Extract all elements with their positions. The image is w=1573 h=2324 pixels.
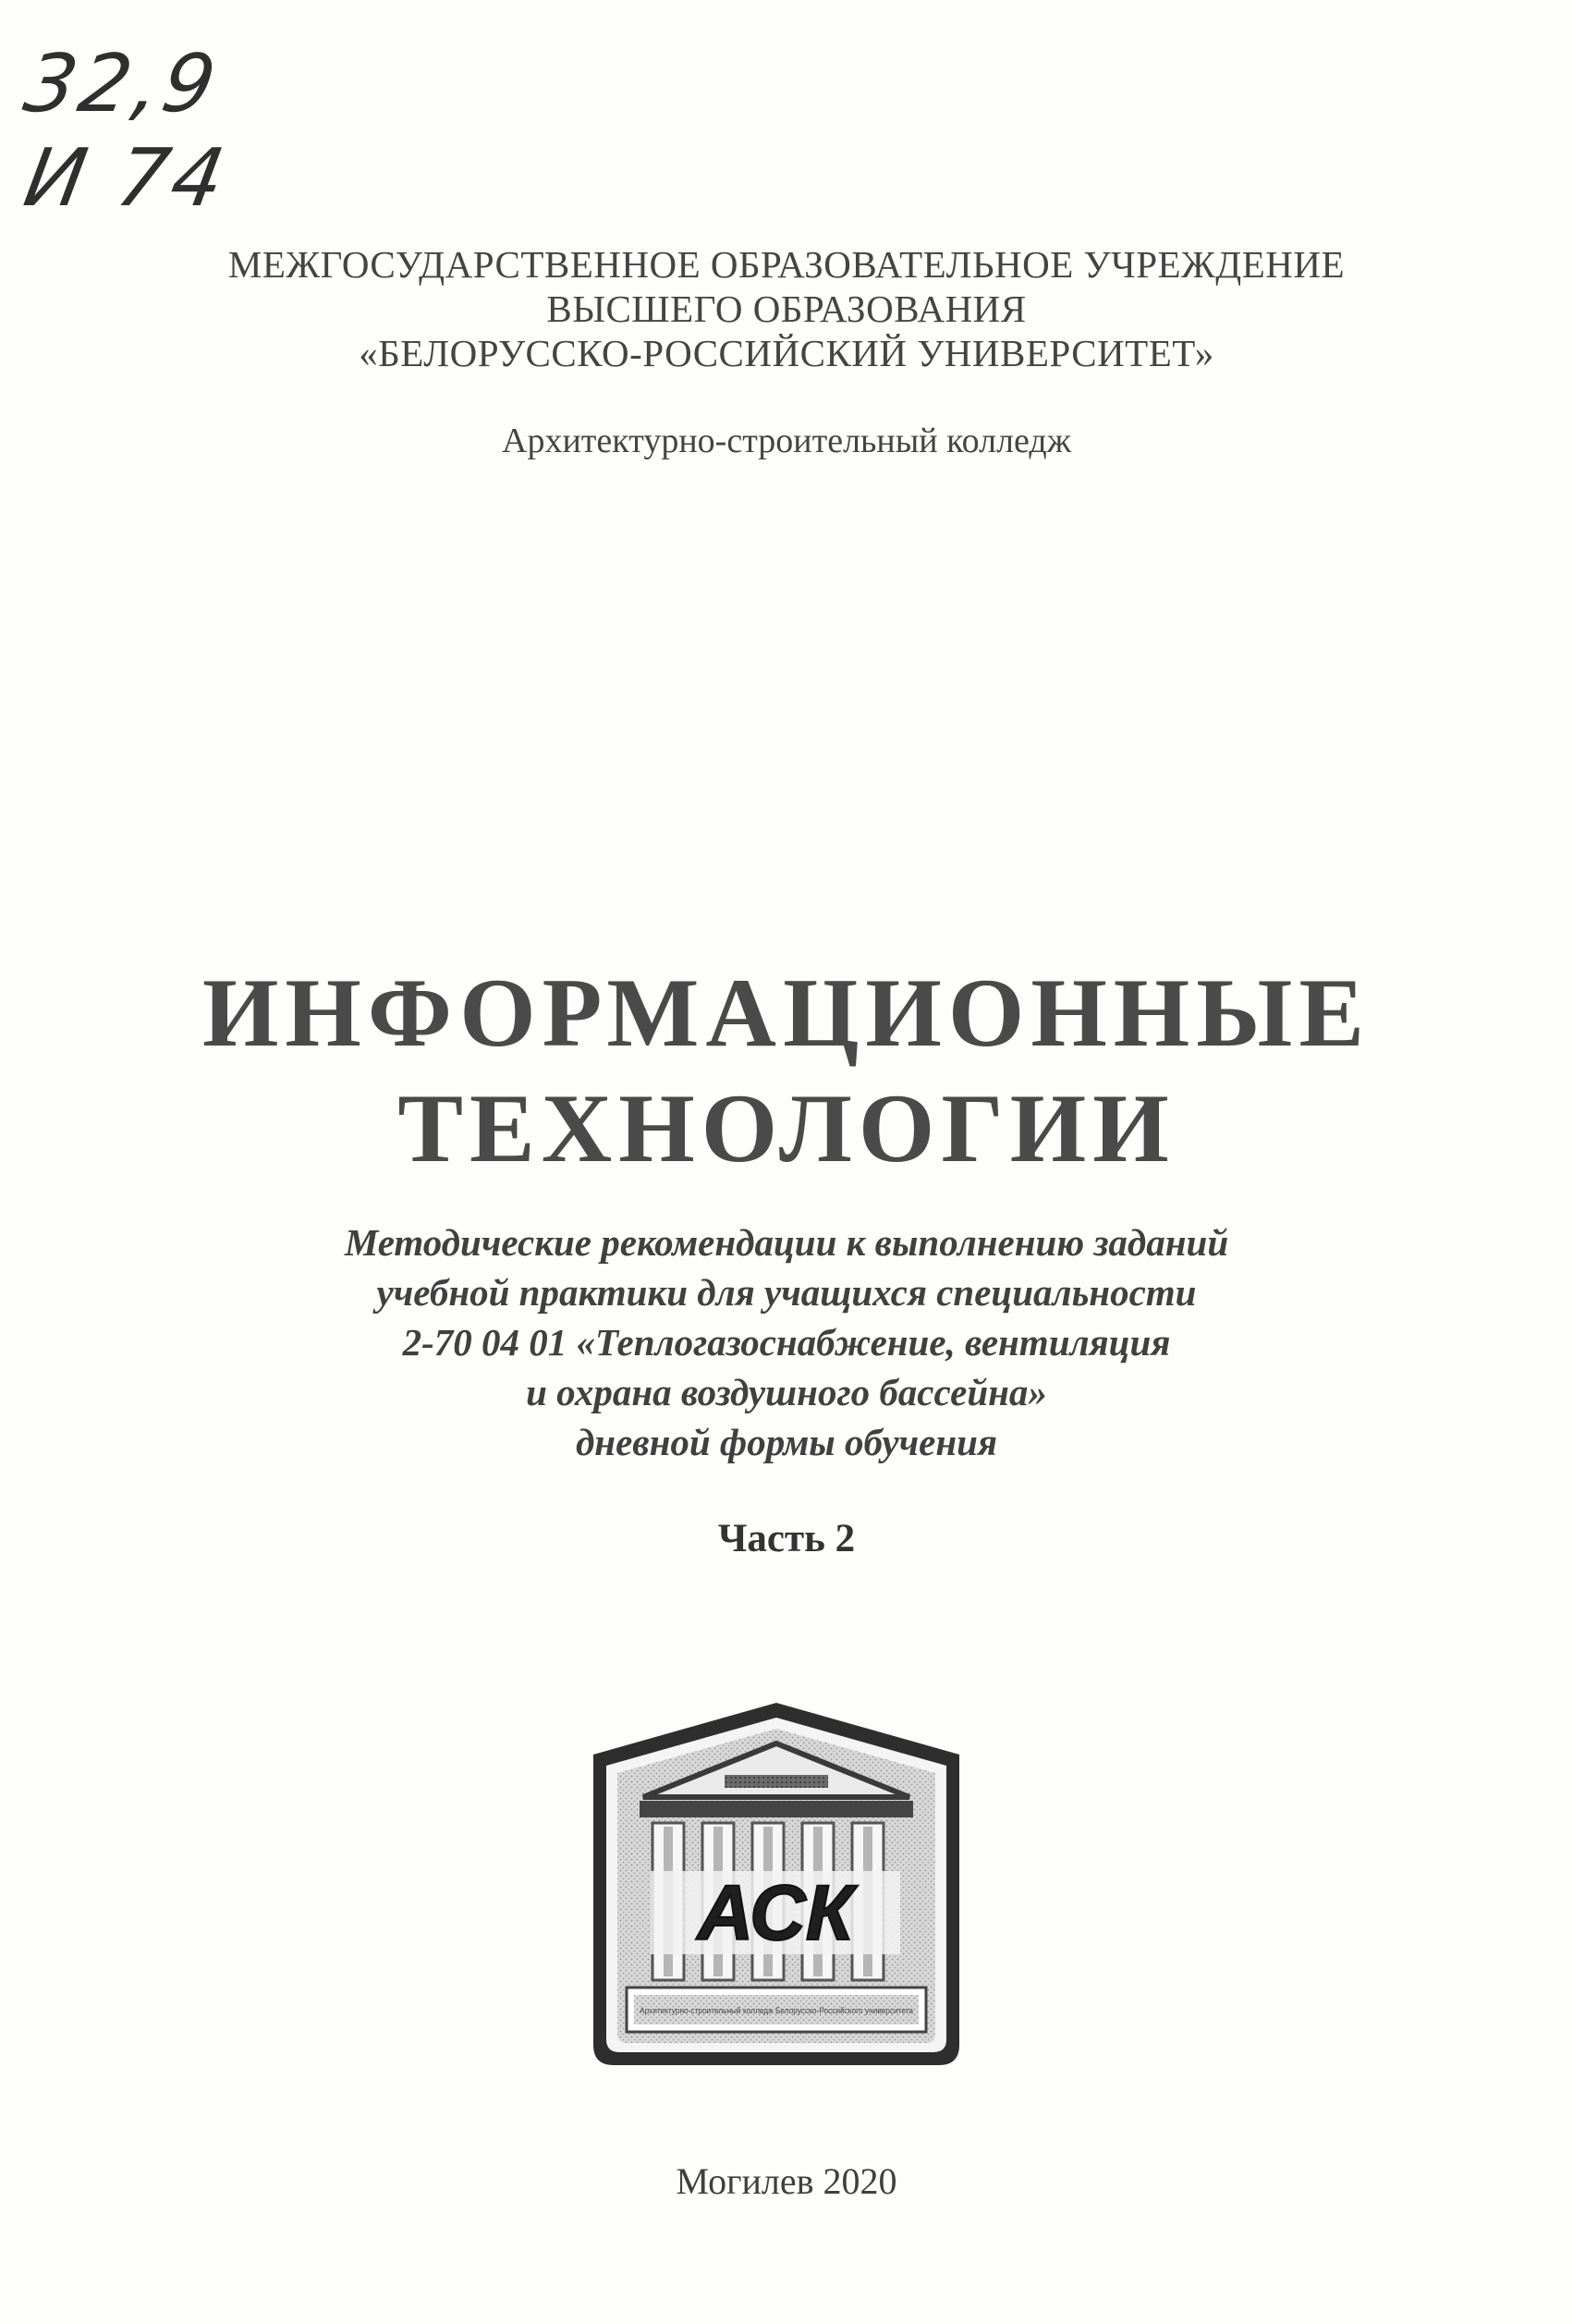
org-name-line3: «БЕЛОРУССКО-РОССИЙСКИЙ УНИВЕРСИТЕТ» (359, 332, 1214, 374)
part-number: Часть 2 (717, 1517, 856, 1560)
logo-abbreviation: АСК (697, 1869, 854, 1956)
logo-banner-text: Архитектурно-строительный колледж Белорусско-Российского университета (640, 2006, 913, 2015)
city-year: Могилев 2020 (676, 2160, 897, 2202)
subtitle-line3: 2-70 04 01 «Теплогазоснабжение, вентиляция (402, 1321, 1171, 1364)
subtitle-line2: учебной практики для учащихся специальности (376, 1271, 1197, 1314)
college-name: Архитектурно-строительный колледж (502, 422, 1071, 460)
call-number-line1: 32,9 (18, 38, 226, 130)
college-logo (586, 1697, 967, 2073)
title-line1: ИНФОРМАЦИОННЫЕ (201, 959, 1372, 1067)
org-name-line1: МЕЖГОСУДАРСТВЕННОЕ ОБРАЗОВАТЕЛЬНОЕ УЧРЕЖДЕНИЕ (227, 243, 1346, 286)
call-number-line2: И 74 (18, 132, 235, 225)
subtitle-line4: и охрана воздушного бассейна» (526, 1371, 1047, 1413)
title-line2: ТЕХНОЛОГИИ (397, 1074, 1176, 1182)
org-name-line2: ВЫСШЕГО ОБРАЗОВАНИЯ (546, 287, 1027, 330)
subtitle-line5: дневной формы обучения (575, 1421, 998, 1463)
subtitle-line1: Методические рекомендации к выполнению заданий (344, 1221, 1229, 1264)
